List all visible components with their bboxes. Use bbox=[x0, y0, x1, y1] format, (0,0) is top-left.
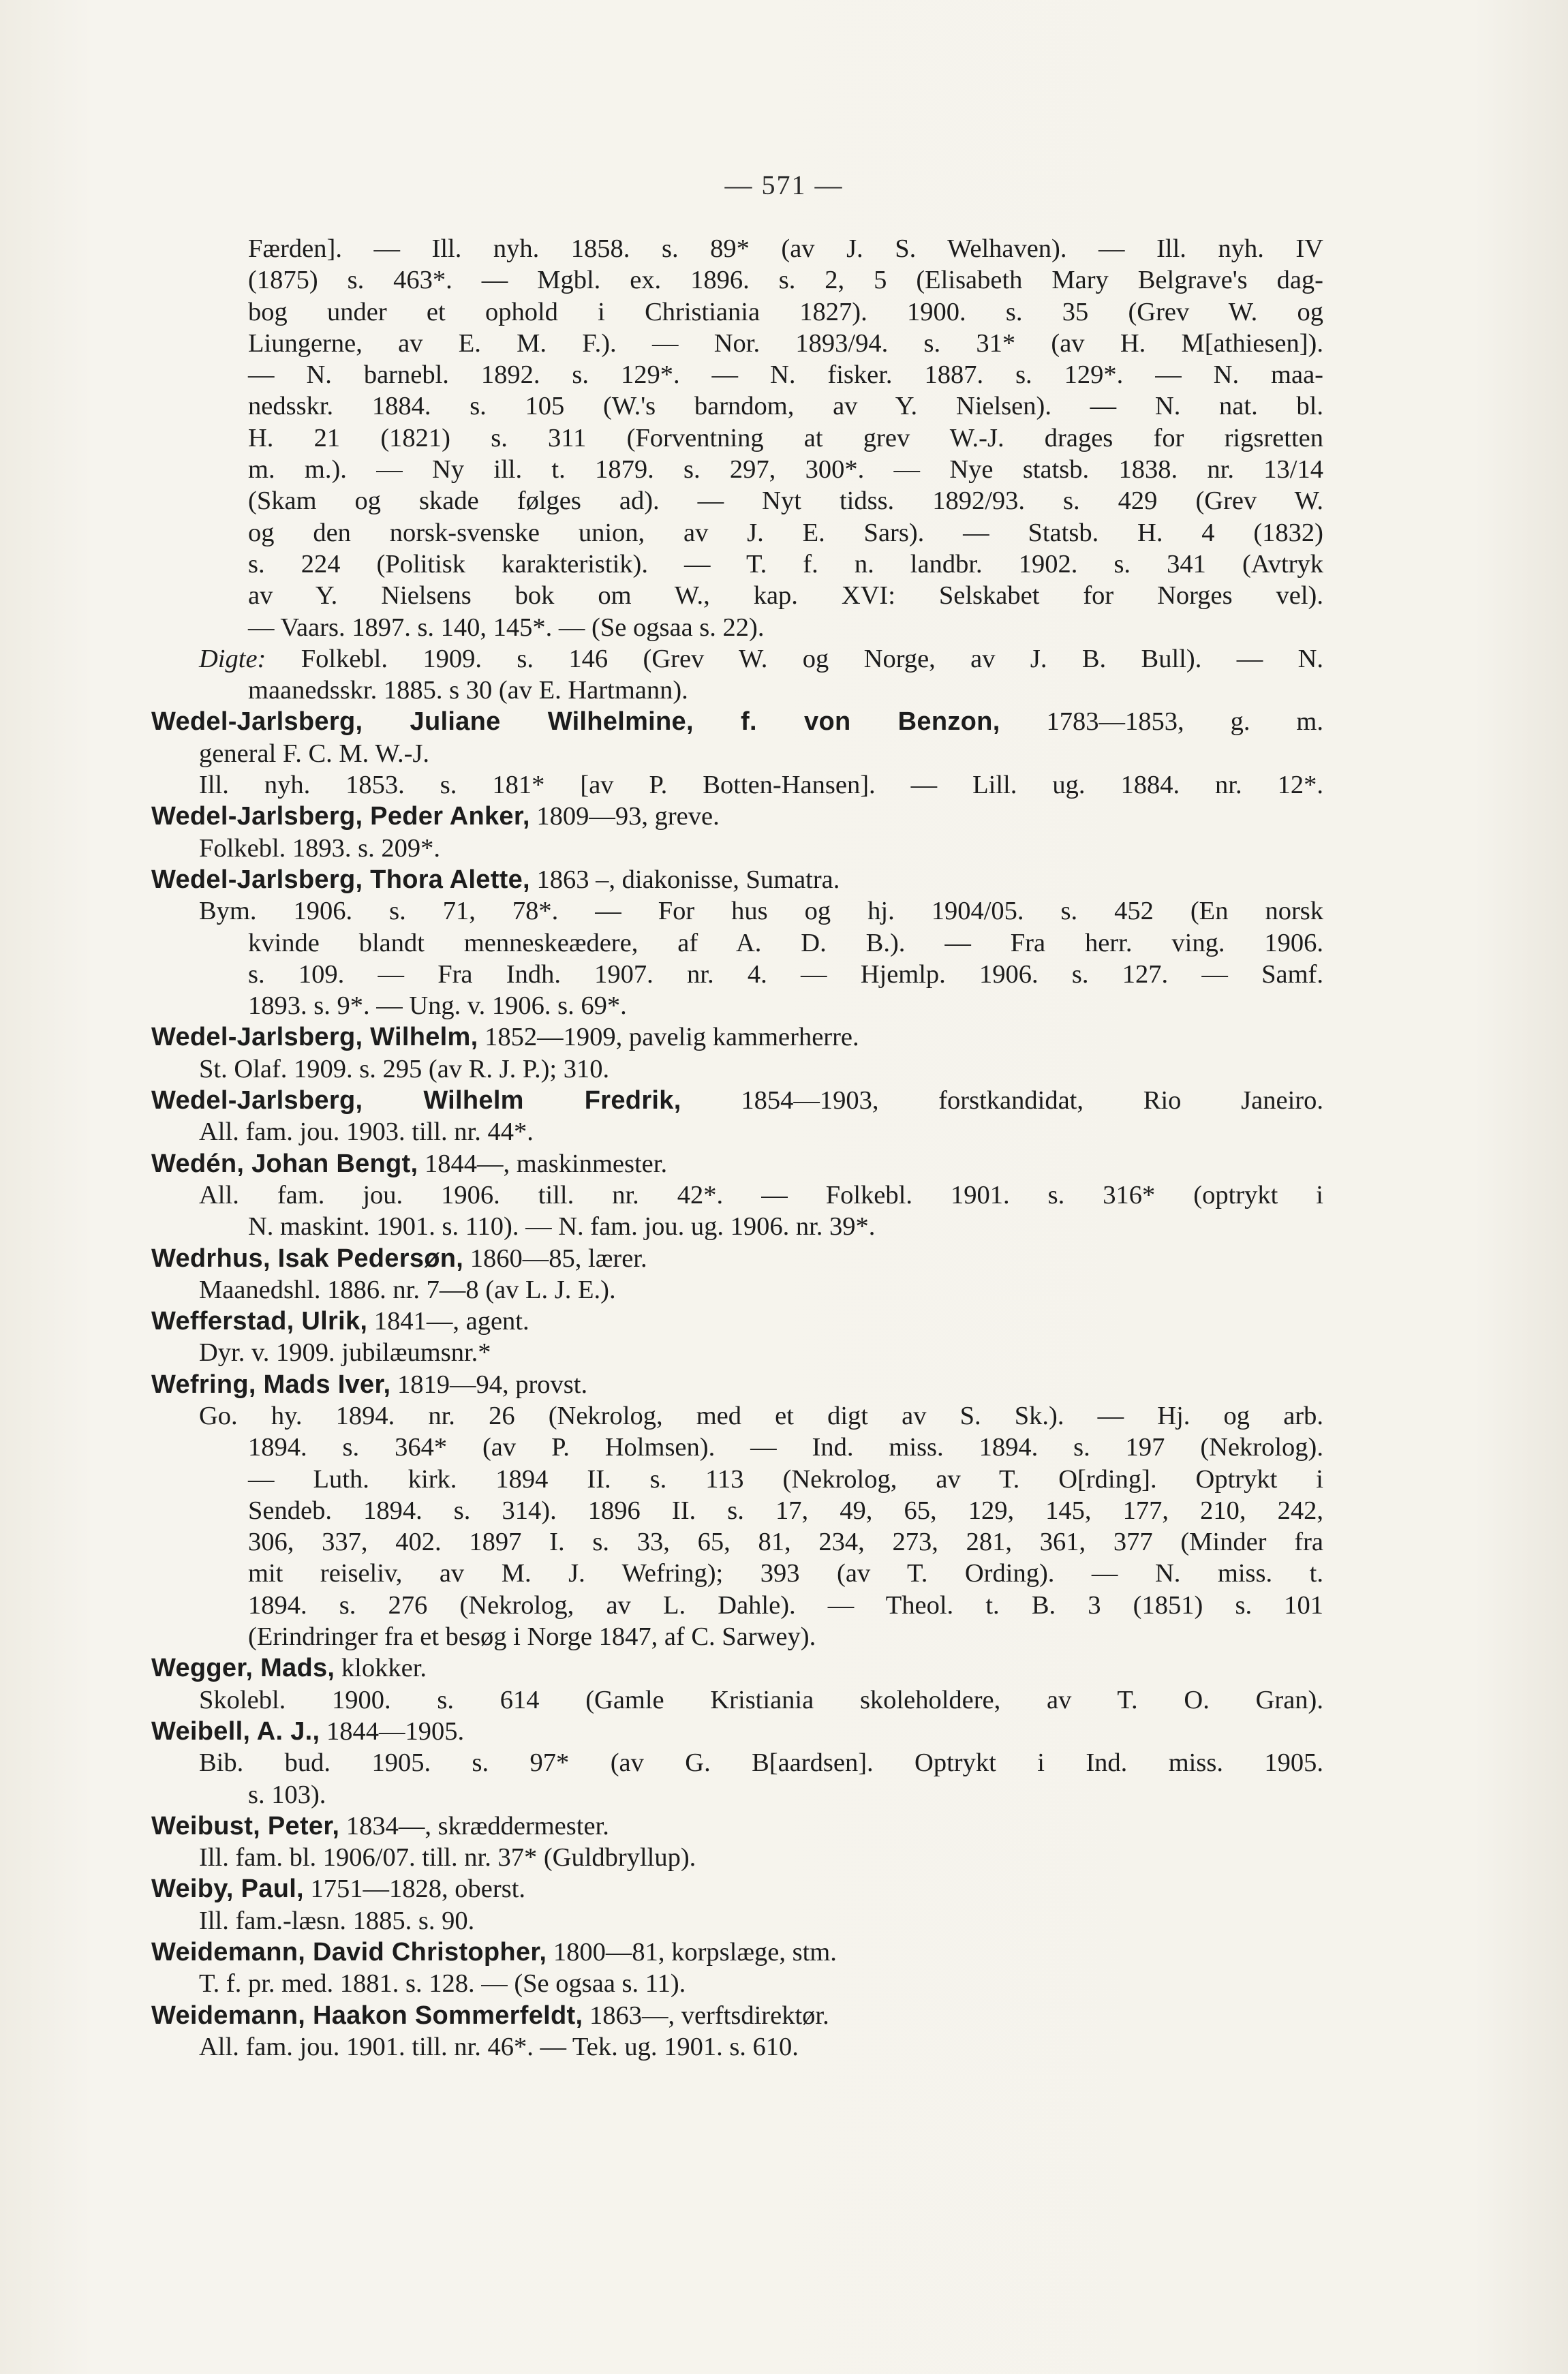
entry-text-line bbox=[151, 1116, 1323, 1147]
entry-heading-line bbox=[151, 1085, 1323, 1116]
line-text: 1863 –, diakonisse, Sumatra. bbox=[529, 865, 840, 894]
line-text: m. m.). — Ny ill. t. 1879. s. 297, 300*. — Nye statsb. 1838. nr. 13/14 bbox=[248, 455, 1323, 484]
entry-text-line bbox=[151, 1747, 1323, 1778]
page-number: — 571 — bbox=[724, 170, 844, 200]
line-text: T. f. pr. med. 1881. s. 128. — (Se ogsaa s. 11). bbox=[199, 1969, 686, 1999]
entry-text-line bbox=[151, 1621, 1323, 1652]
entry-name: Wedén, Johan Bengt, bbox=[151, 1149, 418, 1178]
entry-text-line bbox=[151, 454, 1323, 485]
line-text: Sendeb. 1894. s. 314). 1896 II. s. 17, 49, 65, 129, 145, 177, 210, 242, bbox=[248, 1496, 1323, 1525]
entry-name: Weibell, A. J., bbox=[151, 1716, 320, 1746]
entry-text-line bbox=[151, 738, 1323, 769]
line-text: mit reiseliv, av M. J. Wefring); 393 (av T. Ording). — N. miss. t. bbox=[248, 1559, 1323, 1588]
section-label: Digte: bbox=[199, 644, 266, 673]
line-text: 1893. s. 9*. — Ung. v. 1906. s. 69*. bbox=[248, 991, 627, 1021]
line-text: St. Olaf. 1909. s. 295 (av R. J. P.); 310. bbox=[199, 1054, 610, 1083]
line-text: 1852—1909, pavelig kammerherre. bbox=[478, 1023, 859, 1052]
line-text: s. 109. — Fra Indh. 1907. nr. 4. — Hjemlp. 1906. s. 127. — Samf. bbox=[248, 959, 1323, 989]
line-text: s. 103). bbox=[248, 1780, 326, 1809]
line-text: Bym. 1906. s. 71, 78*. — For hus og hj. 1904/05. s. 452 (En norsk bbox=[199, 897, 1323, 926]
line-text: — Vaars. 1897. s. 140, 145*. — (Se ogsaa s. 22). bbox=[248, 613, 765, 642]
entry-name: Weiby, Paul, bbox=[151, 1875, 304, 1904]
line-text: Go. hy. 1894. nr. 26 (Nekrolog, med et digt av S. Sk.). — Hj. og arb. bbox=[199, 1401, 1323, 1430]
entry-text-line bbox=[151, 1053, 1323, 1085]
entry-name: Wedel-Jarlsberg, Wilhelm, bbox=[151, 1023, 478, 1052]
entry-heading-line bbox=[151, 706, 1323, 737]
entry-name: Wefferstad, Ulrik, bbox=[151, 1307, 368, 1336]
entry-name: Wedel-Jarlsberg, Thora Alette, bbox=[151, 865, 530, 894]
line-text: (Erindringer fra et besøg i Norge 1847, af C. Sarwey). bbox=[248, 1622, 816, 1652]
entry-text-line bbox=[151, 927, 1323, 959]
entry-text-line bbox=[151, 549, 1323, 580]
line-text: 1844—, maskinmester. bbox=[418, 1149, 668, 1178]
entry-heading-line bbox=[151, 1716, 1323, 1747]
line-text: 1844—1905. bbox=[320, 1716, 465, 1746]
entry-text-line bbox=[151, 1905, 1323, 1937]
line-text: 1800—81, korpslæge, stm. bbox=[547, 1938, 837, 1967]
entry-name: Wedel-Jarlsberg, Wilhelm Fredrik, bbox=[151, 1086, 681, 1115]
entry-text-line bbox=[151, 296, 1323, 328]
entry-text-line bbox=[151, 1180, 1323, 1211]
entry-text-line bbox=[151, 675, 1323, 706]
entry-name: Wedrhus, Isak Pedersøn, bbox=[151, 1244, 464, 1273]
entry-text-line bbox=[151, 517, 1323, 549]
entry-heading-line bbox=[151, 1306, 1323, 1337]
entry-text-line bbox=[151, 1684, 1323, 1716]
line-text: N. maskint. 1901. s. 110). — N. fam. jou. ug. 1906. nr. 39*. bbox=[248, 1212, 876, 1242]
line-text: 1751—1828, oberst. bbox=[303, 1875, 526, 1904]
entry-text-line bbox=[151, 1337, 1323, 1368]
line-text: Maanedshl. 1886. nr. 7—8 (av L. J. E.). bbox=[199, 1275, 616, 1304]
line-text: Folkebl. 1909. s. 146 (Grev W. og Norge, av J. B. Bull). — N. bbox=[266, 644, 1323, 673]
entry-text-line bbox=[151, 1590, 1323, 1621]
entry-name: Weidemann, Haakon Sommerfeldt, bbox=[151, 2001, 583, 2030]
line-text: All. fam. jou. 1906. till. nr. 42*. — Folkebl. 1901. s. 316* (optrykt i bbox=[199, 1180, 1323, 1209]
line-text: (1875) s. 463*. — Mgbl. ex. 1896. s. 2, 5 (Elisabeth Mary Belgrave's dag- bbox=[248, 266, 1323, 295]
entry-heading-line bbox=[151, 864, 1323, 895]
line-text: 1863—, verftsdirektør. bbox=[583, 2001, 829, 2030]
entry-text-line bbox=[151, 1779, 1323, 1810]
entry-text-line bbox=[151, 2031, 1323, 2063]
entry-text-line bbox=[151, 1968, 1323, 1999]
line-text: 1894. s. 364* (av P. Holmsen). — Ind. miss. 1894. s. 197 (Nekrolog). bbox=[248, 1433, 1323, 1462]
line-text: Folkebl. 1893. s. 209*. bbox=[199, 833, 441, 863]
line-text: general F. C. M. W.-J. bbox=[199, 739, 430, 768]
entry-text-line bbox=[151, 1526, 1323, 1558]
entry-text-line bbox=[151, 1211, 1323, 1242]
entry-text-line bbox=[151, 264, 1323, 296]
line-text: 1783—1853, g. m. bbox=[1000, 707, 1324, 737]
entry-text-line bbox=[151, 1558, 1323, 1589]
entry-name: Wedel-Jarlsberg, Peder Anker, bbox=[151, 802, 530, 831]
line-text: Dyr. v. 1909. jubilæumsnr.* bbox=[199, 1338, 491, 1368]
line-text: Ill. fam.-læsn. 1885. s. 90. bbox=[199, 1906, 475, 1935]
line-text: 1854—1903, forstkandidat, Rio Janeiro. bbox=[681, 1086, 1323, 1115]
line-text: 306, 337, 402. 1897 I. s. 33, 65, 81, 234, 273, 281, 361, 377 (Minder fra bbox=[248, 1528, 1323, 1557]
line-text: All. fam. jou. 1903. till. nr. 44*. bbox=[199, 1117, 534, 1147]
line-text: H. 21 (1821) s. 311 (Forventning at grev W.-J. drages for rigsretten bbox=[248, 423, 1323, 452]
entry-text-line bbox=[151, 769, 1323, 801]
line-text: 1809—93, greve. bbox=[529, 802, 720, 831]
line-text: (Skam og skade følges ad). — Nyt tidss. 1892/93. s. 429 (Grev W. bbox=[248, 487, 1323, 516]
line-text: og den norsk-svenske union, av J. E. Sars). — Statsb. H. 4 (1832) bbox=[248, 518, 1323, 547]
entry-text-line bbox=[151, 643, 1323, 675]
line-text: klokker. bbox=[335, 1654, 427, 1683]
entry-name: Weidemann, David Christopher, bbox=[151, 1938, 547, 1967]
entry-text-line bbox=[151, 580, 1323, 611]
entry-text-line bbox=[151, 1842, 1323, 1873]
entry-text-line bbox=[151, 833, 1323, 864]
entry-name: Wedel-Jarlsberg, Juliane Wilhelmine, f. von Benzon, bbox=[151, 707, 1000, 737]
line-text: 1860—85, lærer. bbox=[463, 1244, 647, 1273]
entry-heading-line bbox=[151, 1369, 1323, 1400]
entry-heading-line bbox=[151, 1937, 1323, 1968]
entry-text-line bbox=[151, 990, 1323, 1021]
line-text: 1841—, agent. bbox=[367, 1307, 529, 1336]
entry-heading-line bbox=[151, 1810, 1323, 1842]
entry-name: Weibust, Peter, bbox=[151, 1811, 340, 1840]
line-text: bog under et ophold i Christiania 1827). 1900. s. 35 (Grev W. og bbox=[248, 297, 1323, 326]
line-text: Liungerne, av E. M. F.). — Nor. 1893/94. s. 31* (av H. M[athiesen]). bbox=[248, 328, 1323, 358]
line-text: — Luth. kirk. 1894 II. s. 113 (Nekrolog, av T. O[rding]. Optrykt i bbox=[248, 1464, 1323, 1494]
line-text: — N. barnebl. 1892. s. 129*. — N. fisker. 1887. s. 129*. — N. maa- bbox=[248, 360, 1323, 390]
entry-name: Wegger, Mads, bbox=[151, 1654, 335, 1683]
entry-heading-line bbox=[151, 1148, 1323, 1180]
entry-text-line bbox=[151, 328, 1323, 359]
entry-text-line bbox=[151, 422, 1323, 454]
entry-text-line bbox=[151, 895, 1323, 927]
entry-heading-line bbox=[151, 1021, 1323, 1053]
line-text: kvinde blandt menneskeædere, af A. D. B.). — Fra herr. ving. 1906. bbox=[248, 928, 1323, 957]
line-text: av Y. Nielsens bok om W., kap. XVI: Selskabet for Norges vel). bbox=[248, 581, 1323, 611]
entry-name: Wefring, Mads Iver, bbox=[151, 1370, 391, 1399]
entry-text-line bbox=[151, 612, 1323, 643]
line-text: Ill. nyh. 1853. s. 181* [av P. Botten-Hansen]. — Lill. ug. 1884. nr. 12*. bbox=[199, 771, 1323, 800]
entry-text-line bbox=[151, 1400, 1323, 1432]
entry-text-line bbox=[151, 1464, 1323, 1495]
entry-text-line bbox=[151, 959, 1323, 990]
line-text: Bib. bud. 1905. s. 97* (av G. B[aardsen]. Optrykt i Ind. miss. 1905. bbox=[199, 1748, 1323, 1778]
line-text: 1894. s. 276 (Nekrolog, av L. Dahle). — Theol. t. B. 3 (1851) s. 101 bbox=[248, 1590, 1323, 1620]
line-text: nedsskr. 1884. s. 105 (W.'s barndom, av Y. Nielsen). — N. nat. bl. bbox=[248, 392, 1323, 421]
entry-text-line bbox=[151, 390, 1323, 422]
entry-text-line bbox=[151, 1274, 1323, 1306]
line-text: Skolebl. 1900. s. 614 (Gamle Kristiania skoleholdere, av T. O. Gran). bbox=[199, 1685, 1323, 1714]
entry-heading-line bbox=[151, 2000, 1323, 2031]
line-text: maanedsskr. 1885. s 30 (av E. Hartmann). bbox=[248, 676, 688, 705]
text-column bbox=[151, 233, 1323, 2063]
line-text: Ill. fam. bl. 1906/07. till. nr. 37* (Guldbryllup). bbox=[199, 1843, 696, 1872]
line-text: s. 224 (Politisk karakteristik). — T. f. n. landbr. 1902. s. 341 (Avtryk bbox=[248, 549, 1323, 579]
entry-heading-line bbox=[151, 1652, 1323, 1684]
entry-text-line bbox=[151, 1432, 1323, 1463]
entry-heading-line bbox=[151, 1873, 1323, 1905]
line-text: 1819—94, provst. bbox=[390, 1370, 588, 1399]
entry-text-line bbox=[151, 1495, 1323, 1526]
line-text: All. fam. jou. 1901. till. nr. 46*. — Tek. ug. 1901. s. 610. bbox=[199, 2032, 799, 2061]
entry-heading-line bbox=[151, 801, 1323, 832]
entry-text-line bbox=[151, 359, 1323, 390]
entry-heading-line bbox=[151, 1243, 1323, 1274]
entry-text-line bbox=[151, 485, 1323, 517]
line-text: Færden]. — Ill. nyh. 1858. s. 89* (av J. S. Welhaven). — Ill. nyh. IV bbox=[248, 234, 1323, 263]
line-text: 1834—, skræddermester. bbox=[339, 1811, 609, 1840]
entry-text-line bbox=[151, 233, 1323, 264]
